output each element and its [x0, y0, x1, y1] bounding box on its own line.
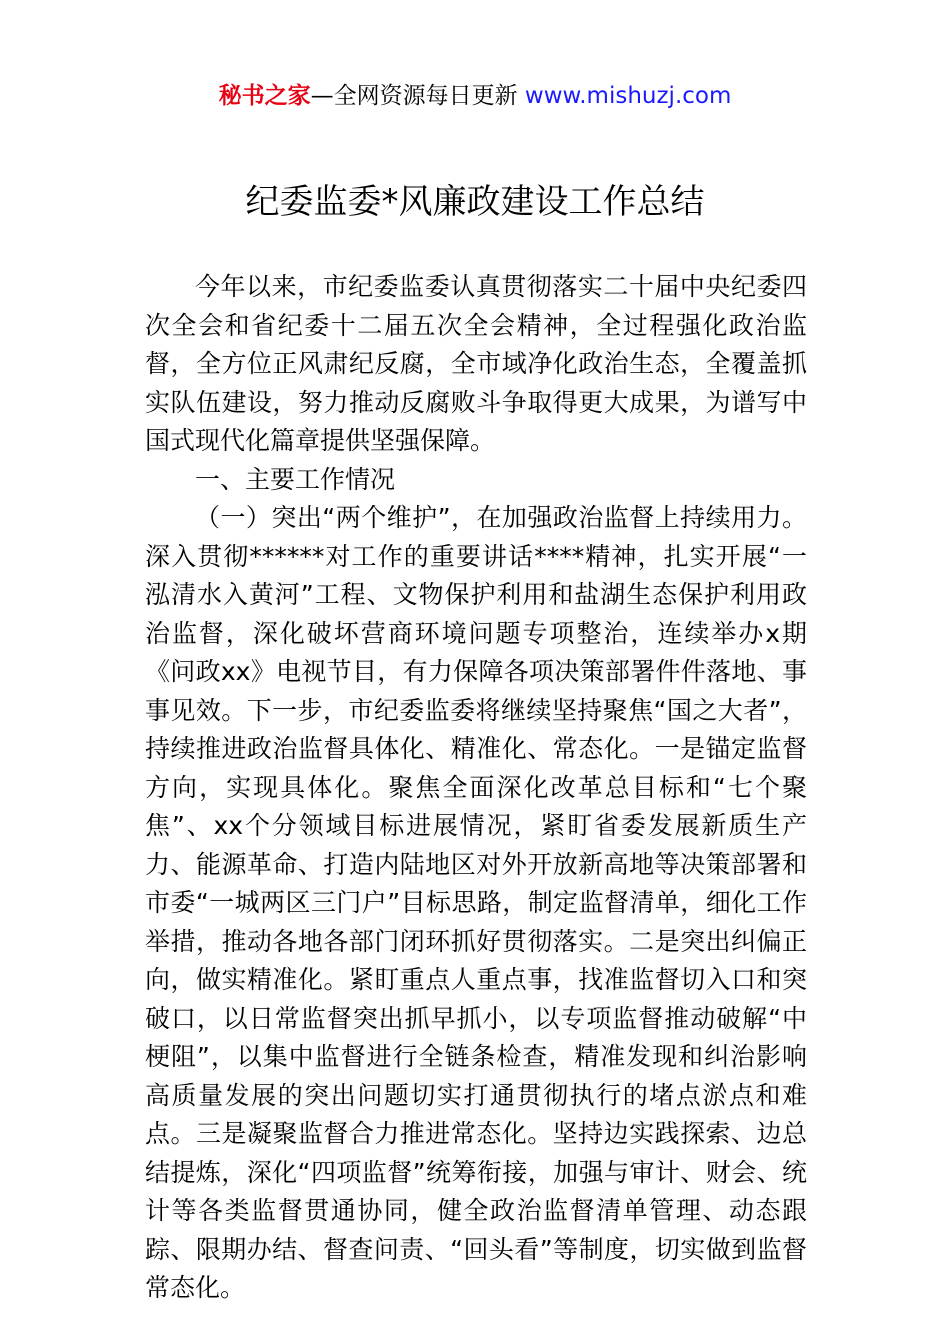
document-title: 纪委监委*风廉政建设工作总结	[245, 182, 705, 222]
site-header	[0, 80, 950, 112]
section-heading: 一、主要工作情况	[195, 464, 396, 494]
header-tagline: —全网资源每日更新	[310, 83, 525, 109]
intro-paragraph: 今年以来，市纪委监委认真贯彻落实二十届中央纪委四次全会和省纪委十二届五次全会精神，全过程强化政治监督，全方位正风肃纪反腐，全市域净化政治生态，全覆盖抓实队伍建设，努力推动反腐败斗争取得更大成果，为谱写中国式现代化篇章提供坚强保障。	[145, 272, 807, 455]
document-body	[145, 268, 807, 1308]
site-url-link[interactable]: www.mishuzj.com	[524, 83, 732, 109]
body-paragraph: （一）突出“两个维护”，在加强政治监督上持续用力。深入贯彻******对工作的重要讲话****精神，扎实开展“一泓清水入黄河”工程、文物保护利用和盐湖生态保护利用政治监督，深化破坏营商环境问题专项整治，连续举办x期《问政xx》电视节目，有力保障各项决策部署件件落地、事事见效。下一步，市纪委监委将继续坚持聚焦“国之大者”，持续推进政治监督具体化、精准化、常态化。一是锚定监督方向，实现具体化。聚焦全面深化改革总目标和“七个聚焦”、xx个分领域目标进展情况，紧盯省委发展新质生产力、能源革命、打造内陆地区对外开放新高地等决策部署和市委“一城两区三门户”目标思路，制定监督清单，细化工作举措，推动各地各部门闭环抓好贯彻落实。二是突出纠偏正向，做实精准化。紧盯重点人重点事，找准监督切入口和突破口，以日常监督突出抓早抓小，以专项监督推动破解“中梗阻”，以集中监督进行全链条检查，精准发现和纠治影响高质量发展的突出问题切实打通贯彻执行的堵点淤点和难点。三是凝聚监督合力推进常态化。坚持边实践探索、边总结提炼，深化“四项监督”统筹衔接，加强与审计、财会、统计等各类监督贯通协同，健全政治监督清单管理、动态跟踪、限期办结、督查问责、“回头看”等制度，切实做到监督常态化。	[145, 503, 807, 1302]
brand-name: 秘书之家	[218, 83, 311, 109]
